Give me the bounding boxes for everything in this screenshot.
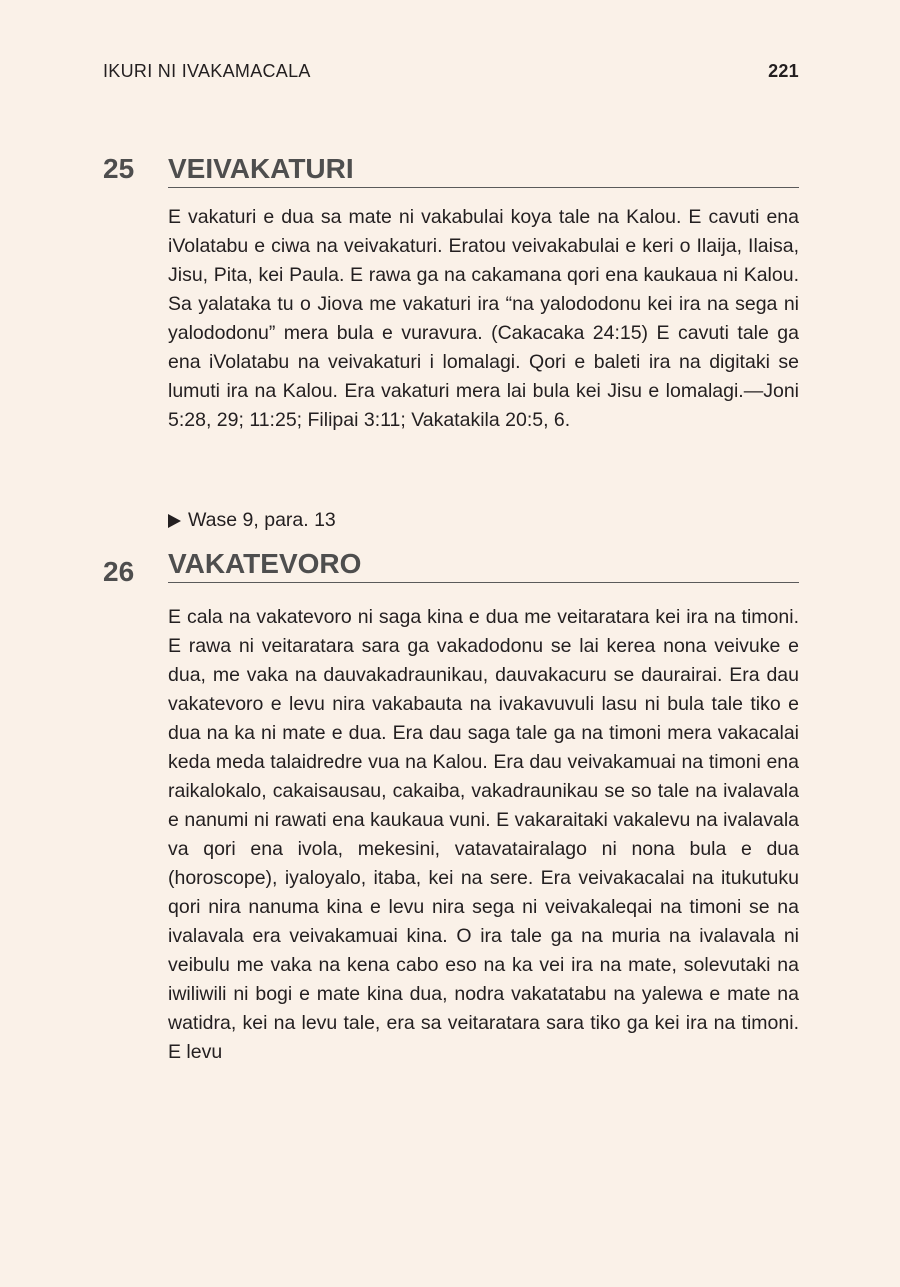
entry-body-vakatevoro: E cala na vakatevoro ni saga kina e dua me veitaratara kei ira na timoni. E rawa ni veitaratara sara ga vakadodonu se lai kerea nona veivuke e dua, me vaka na dauvakadraunikau, dauvakacuru se daurairai. Era dau vakatevoro e levu nira vakabauta na ivakavuvuli lasu ni bula tale tiko e dua na ka ni mate e dua. Era dau saga tale ga na timoni mera vakacalai keda meda talaidredre vua na Kalou. Era dau veivakamuai na timoni ena raikalokalo, cakaisausau, cakaiba, vakadraunikau se so tale na ivalavala e nanumi ni rawati ena kaukaua vuni. E vakaraitaki vakalevu na ivalavala va qori ena ivola, mekesini, vatavatairalago ni nona bula e dua (horoscope), iyaloyalo, itaba, kei na sere. Era veivakacalai na itukutuku qori nira nanuma kina e levu nira sega ni veivakaleqai na timoni se na ivalavala era veivakamuai kina. O ira tale ga na muria na ivalavala ni veibulu me vaka na kena cabo eso na ka vei ira na mate, solevutaki na iwiliwili ni bogi e mate kina dua, nodra vakatatabu na yalewa e mate na watidra, kei na levu tale, era sa veitaratara sara tiko ga kei ira na timoni. E levu	[168, 606, 799, 1063]
entry-number-26: 26	[103, 556, 135, 587]
entry-number-25: 25	[103, 153, 135, 184]
entry-body-veivakaturi: E vakaturi e dua sa mate ni vakabulai koya tale na Kalou. E cavuti ena iVolatabu e ciwa na veivakaturi. Eratou veivakabulai e keri o Ilaija, Ilaisa, Jisu, Pita, kei Paula. E rawa ga na cakamana qori ena kaukaua ni Kalou. Sa yalataka tu o Jiova me vakaturi ira “na yalododonu kei ira na sega ni yalododonu” mera bula e vuravura. (Cakacaka 24:15) E cavuti tale ga ena iVolatabu na veivakaturi i lomalagi. Qori e baleti ira na digitaki se lumuti ira na Kalou. Era vakaturi mera lai bula kei Jisu e lomalagi.—Joni 5:28, 29; 11:25; Filipai 3:11; Vakatakila 20:5, 6.	[168, 206, 799, 431]
running-title: IKURI NI IVAKAMACALA	[103, 60, 311, 81]
entry-title-veivakaturi: VEIVAKATURI	[168, 153, 799, 188]
running-head	[103, 58, 799, 84]
cross-reference[interactable]	[168, 506, 336, 535]
play-triangle-icon	[168, 514, 181, 528]
cross-reference-label: Wase 9, para. 13	[188, 509, 336, 531]
page-number: 221	[768, 60, 799, 81]
entry-title-vakatevoro: VAKATEVORO	[168, 548, 799, 583]
